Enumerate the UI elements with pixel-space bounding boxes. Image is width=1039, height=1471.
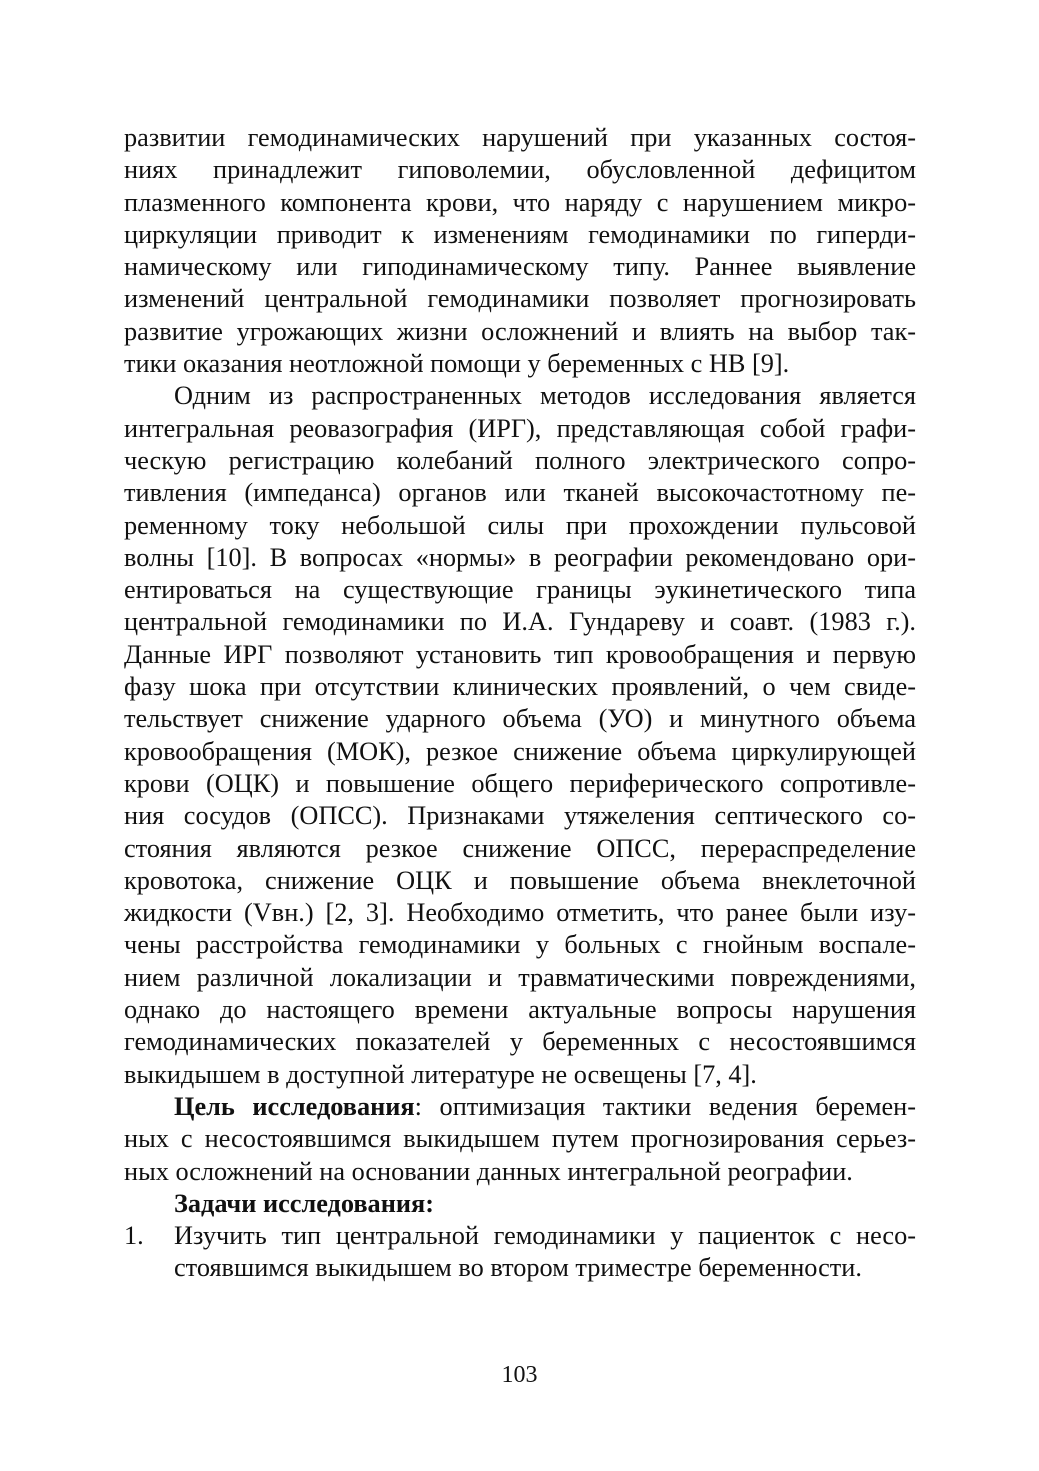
tasks-section [124, 1188, 916, 1285]
text-line: тельствует снижение ударного объема (УО) и минутного объема [124, 704, 916, 734]
text-line: намическому или гиподинамическому типу. Раннее выявление [124, 252, 916, 282]
text-line: изменений центральной гемодинамики позволяет прогнозировать [124, 284, 916, 314]
text-line: ниях принадлежит гиповолемии, обусловленной дефицитом [124, 155, 916, 185]
text-line: выкидышем в доступной литературе не освещены [7, 4]. [124, 1059, 757, 1089]
text-line: Данные ИРГ позволяют установить тип кровообращения и первую [124, 639, 916, 669]
text-line: плазменного компонента крови, что наряду с нарушением микро- [124, 187, 916, 217]
text-line: однако до настоящего времени актуальные вопросы нарушения [124, 995, 916, 1025]
text-line: Изучить тип центральной гемодинамики у пациенток с несо- [174, 1221, 916, 1251]
paragraph-2 [124, 380, 916, 1091]
text-line: ных с несостоявшимся выкидышем путем прогнозирования серьез- [124, 1124, 916, 1154]
text-line: крови (ОЦК) и повышение общего периферического сопротивле- [124, 768, 916, 798]
text-line: стоявшимся выкидышем во втором триместре беременности. [174, 1253, 862, 1283]
text-line: ентироваться на существующие границы эукинетического типа [124, 575, 916, 605]
text-line: развитие угрожающих жизни осложнений и влиять на выбор так- [124, 316, 916, 346]
list-number: 1. [124, 1221, 144, 1251]
text-line: ческую регистрацию колебаний полного электрического сопро- [124, 445, 916, 475]
page-body [124, 122, 916, 1285]
text-line: ния сосудов (ОПСС). Признаками утяжеления септического со- [124, 801, 916, 831]
text-line: развитии гемодинамических нарушений при указанных состоя- [124, 123, 916, 152]
text-line: фазу шока при отсутствии клинических проявлений, о чем свиде- [124, 672, 916, 702]
paragraph-1 [124, 122, 916, 380]
text-line: кровообращения (МОК), резкое снижение объема циркулирующей [124, 736, 916, 766]
list-body [124, 1220, 916, 1285]
text-line: циркуляции приводит к изменениям гемодинамики по гиперди- [124, 219, 916, 249]
paragraph-goal [124, 1091, 916, 1188]
list-item [124, 1220, 916, 1285]
text-line: тики оказания неотложной помощи у беременных с НВ [9]. [124, 349, 790, 379]
text-line: кровотока, снижение ОЦК и повышение объема внеклеточной [124, 865, 916, 895]
tasks-heading: Задачи исследования: [174, 1188, 434, 1218]
goal-text: : оптимизация тактики ведения беремен- [414, 1091, 916, 1121]
text-line: нием различной локализации и травматическими повреждениями, [124, 962, 916, 992]
text-line: гемодинамических показателей у беременных с несостоявшимся [124, 1027, 916, 1057]
text-line: ных осложнений на основании данных интегральной реографии. [124, 1156, 853, 1186]
text-line: интегральная реовазография (ИРГ), представляющая собой графи- [124, 413, 916, 443]
text-line: Одним из распространенных методов исследования является [174, 381, 916, 411]
page-number: 103 [501, 1362, 538, 1388]
goal-label: Цель исследования [174, 1091, 415, 1121]
text-line [124, 1091, 916, 1123]
text-line: жидкости (Vвн.) [2, 3]. Необходимо отметить, что ранее были изу- [124, 898, 916, 928]
text-line: чены расстройства гемодинамики у больных с гнойным воспале- [124, 930, 916, 960]
text-line: ременному току небольшой силы при прохождении пульсовой [124, 510, 916, 540]
text-line: волны [10]. В вопросах «нормы» в реографии рекомендовано ори- [124, 542, 916, 572]
text-line: центральной гемодинамики по И.А. Гундареву и соавт. (1983 г.). [124, 607, 916, 637]
text-line: тивления (импеданса) органов или тканей высокочастотному пе- [124, 478, 916, 508]
text-line: стояния являются резкое снижение ОПСС, перераспределение [124, 833, 916, 863]
